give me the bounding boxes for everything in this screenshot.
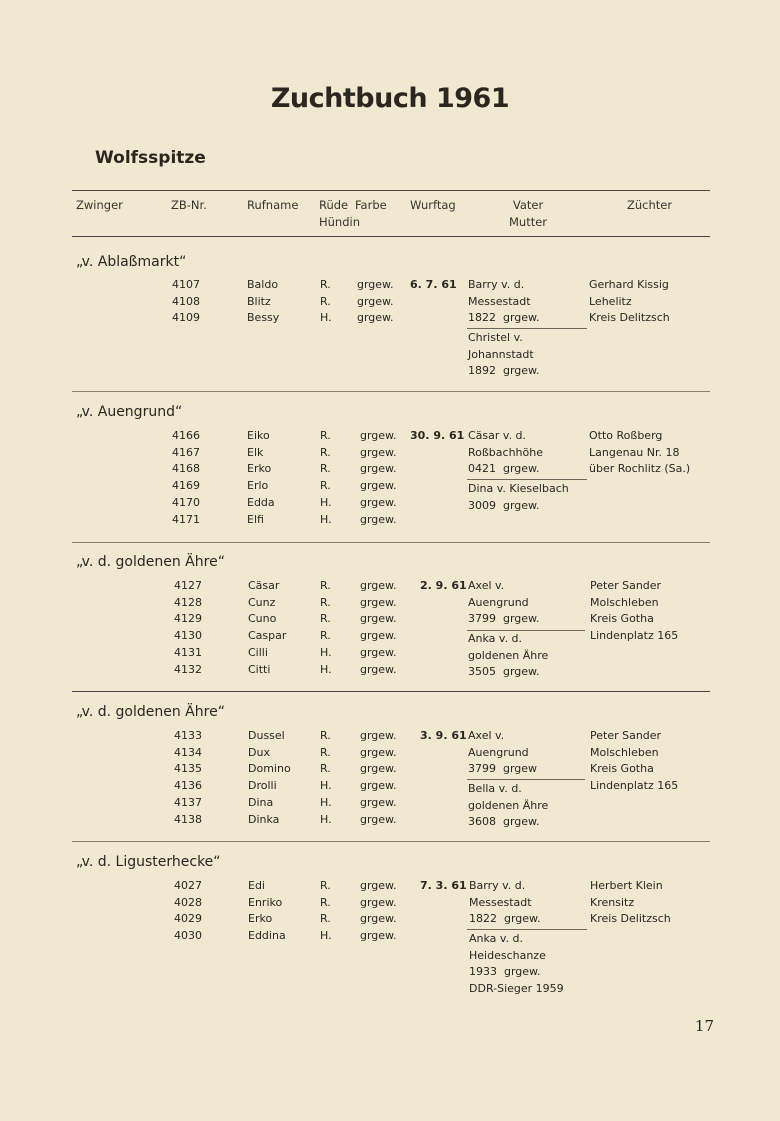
sire-dam-separator [467,479,587,480]
dog-colors: grgew. grgew. grgew. [357,278,394,325]
sire-dam-separator [467,328,587,329]
dog-names: Cäsar Cunz Cuno Caspar Cilli Citti [248,579,287,676]
breeder: Otto Roßberg Langenau Nr. 18 über Rochlitz (Sa.) [589,429,691,476]
header-top-rule [72,190,710,191]
zb-numbers: 4127 4128 4129 4130 4131 4132 [174,579,202,676]
litter-date: 7. 3. 61 [420,879,467,892]
zb-numbers: 4166 4167 4168 4169 4170 4171 [172,429,200,526]
sire-dam-separator [467,779,585,780]
sire: Axel v. Auengrund 3799 grgew. [468,579,540,626]
dog-names: Dussel Dux Domino Drolli Dina Dinka [248,729,291,826]
breeder: Gerhard Kissig Lehelitz Kreis Delitzsch [589,278,670,325]
header-vater-mutter: Vater Mutter [509,198,548,229]
zb-numbers: 4027 4028 4029 4030 [174,879,202,943]
litter-separator [72,691,710,692]
litter-date: 2. 9. 61 [420,579,467,592]
dog-colors: grgew. grgew. grgew. grgew. grgew. grgew. [360,429,397,526]
header-farbe: Farbe [355,198,387,212]
breeder: Peter Sander Molschleben Kreis Gotha Lindenplatz 165 [590,729,679,793]
litter-separator [72,841,710,842]
sire: Barry v. d. Messestadt 1822 grgew. [468,278,540,325]
kennel-name: „v. d. Ligusterhecke“ [76,854,221,870]
dog-colors: grgew. grgew. grgew. grgew. grgew. grgew. [360,579,397,676]
dog-names: Baldo Blitz Bessy [247,278,280,325]
page-title: Zuchtbuch 1961 [270,83,510,114]
header-ruede-huendin: Rüde Hündin [319,198,361,229]
kennel-name: „v. d. goldenen Ähre“ [76,554,225,570]
dog-colors: grgew. grgew. grgew. grgew. [360,879,397,943]
dam: Dina v. Kieselbach 3009 grgew. [468,482,569,512]
kennel-name: „v. Ablaßmarkt“ [76,254,187,270]
dog-sexes: R. R. R. H. H. H. [320,729,332,826]
kennel-name: „v. Auengrund“ [76,404,183,420]
sire-dam-separator [467,929,587,930]
litter-separator [72,391,710,392]
dog-sexes: R. R. H. [320,278,332,325]
breeder: Peter Sander Molschleben Kreis Gotha Lindenplatz 165 [590,579,679,643]
litter-date: 3. 9. 61 [420,729,467,742]
litter-separator [72,542,710,543]
header-zuechter: Züchter [627,198,673,212]
litter-date: 30. 9. 61 [410,429,465,442]
dog-sexes: R. R. R. R. H. H. [320,429,332,526]
header-bottom-rule [72,236,710,237]
header-zb-nr: ZB-Nr. [171,198,207,212]
dam: Anka v. d. goldenen Ähre 3505 grgew. [468,632,549,679]
litter-date: 6. 7. 61 [410,278,457,291]
header-wurftag: Wurftag [410,198,456,212]
dog-colors: grgew. grgew. grgew. grgew. grgew. grgew. [360,729,397,826]
dog-sexes: R. R. R. R. H. H. [320,579,332,676]
sire: Cäsar v. d. Roßbachhöhe 0421 grgew. [468,429,543,476]
dog-sexes: R. R. R. H. [320,879,332,943]
breed-heading: Wolfsspitze [95,148,206,168]
dam: Christel v. Johannstadt 1892 grgew. [468,331,540,378]
dam: Bella v. d. goldenen Ähre 3608 grgew. [468,782,549,829]
sire: Axel v. Auengrund 3799 grgew [468,729,538,776]
kennel-name: „v. d. goldenen Ähre“ [76,704,225,720]
dog-names: Eiko Elk Erko Erlo Edda Elfi [247,429,275,526]
dam: Anka v. d. Heideschanze 1933 grgew. DDR-Sieger 1959 [469,932,564,996]
dog-names: Edi Enriko Erko Eddina [248,879,286,943]
header-rufname: Rufname [247,198,299,212]
breeder: Herbert Klein Krensitz Kreis Delitzsch [590,879,671,926]
zb-numbers: 4133 4134 4135 4136 4137 4138 [174,729,202,826]
zb-numbers: 4107 4108 4109 [172,278,200,325]
sire: Barry v. d. Messestadt 1822 grgew. [469,879,541,926]
header-zwinger: Zwinger [76,198,123,212]
page-number: 17 [694,1017,714,1035]
